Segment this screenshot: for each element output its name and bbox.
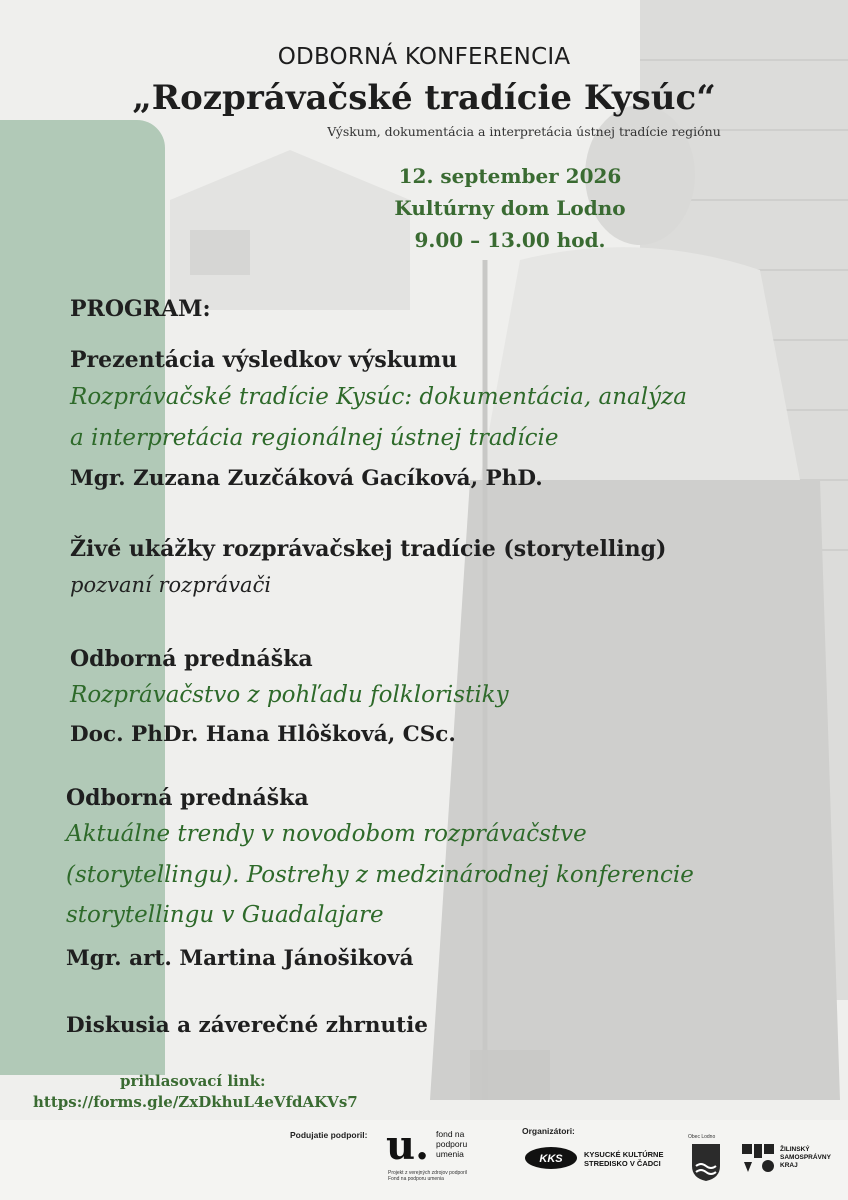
kks-name: KYSUCKÉ KULTÚRNE STREDISKO V ČADCI	[584, 1150, 664, 1168]
block3-topic: Rozprávačstvo z pohľadu folkloristiky	[70, 682, 509, 708]
event-venue: Kultúrny dom Lodno	[394, 196, 626, 220]
event-date: 12. september 2026	[398, 164, 622, 188]
closing-item: Diskusia a záverečné zhrnutie	[66, 1013, 428, 1038]
program-heading: PROGRAM:	[70, 296, 211, 322]
registration-label: prihlasovací link:	[120, 1072, 266, 1090]
block4-title: Odborná prednáška	[66, 785, 309, 811]
zsk-name: ŽILINSKÝ SAMOSPRÁVNY KRAJ	[780, 1146, 831, 1169]
organizers-label: Organizátori:	[522, 1126, 575, 1136]
block4-topic-line2: (storytellingu). Postrehy z medzinárodnej konferencie	[66, 862, 694, 888]
conference-subtitle: Výskum, dokumentácia a interpretácia ústnej tradície regiónu	[327, 124, 721, 139]
block1-topic-line2: a interpretácia regionálnej ústnej tradície	[70, 425, 559, 451]
block3-speaker: Doc. PhDr. Hana Hlôšková, CSc.	[70, 722, 456, 747]
block4-topic-line1: Aktuálne trendy v novodobom rozprávačstve	[66, 821, 587, 847]
block4-speaker: Mgr. art. Martina Jánošiková	[66, 946, 414, 971]
block1-title: Prezentácia výsledkov výskumu	[70, 347, 458, 373]
event-time: 9.00 – 13.00 hod.	[414, 228, 606, 252]
block2-title: Živé ukážky rozprávačskej tradície (storytelling)	[70, 536, 667, 562]
block4-topic-line3: storytellingu v Guadalajare	[66, 902, 384, 928]
fond-support-note: Projekt z verejných zdrojov podporil Fond na podporu umenia	[388, 1170, 467, 1182]
fond-logo-name: fond na podporu umenia	[436, 1129, 468, 1159]
conference-type: ODBORNÁ KONFERENCIA	[277, 44, 571, 70]
block2-subtitle: pozvaní rozprávači	[70, 573, 272, 597]
block1-speaker: Mgr. Zuzana Zuzčáková Gacíková, PhD.	[70, 466, 543, 491]
block1-topic-line1: Rozprávačské tradície Kysúc: dokumentácia, analýza	[70, 384, 687, 410]
obec-lodno-coat-of-arms-icon	[690, 1142, 722, 1182]
fond-logo-mark: u.	[386, 1122, 430, 1169]
supported-by-label: Podujatie podporil:	[290, 1130, 368, 1140]
block3-title: Odborná prednáška	[70, 646, 313, 672]
kks-logo-icon	[524, 1146, 578, 1170]
registration-link[interactable]: https://forms.gle/ZxDkhuL4eVfdAKVs7	[33, 1093, 358, 1111]
kks-logo-text: KKS	[539, 1153, 563, 1165]
obec-label: Obec Lodno	[688, 1134, 716, 1140]
conference-title: „Rozprávačské tradície Kysúc“	[132, 78, 716, 118]
zsk-coat-of-arms-icon	[740, 1142, 776, 1178]
